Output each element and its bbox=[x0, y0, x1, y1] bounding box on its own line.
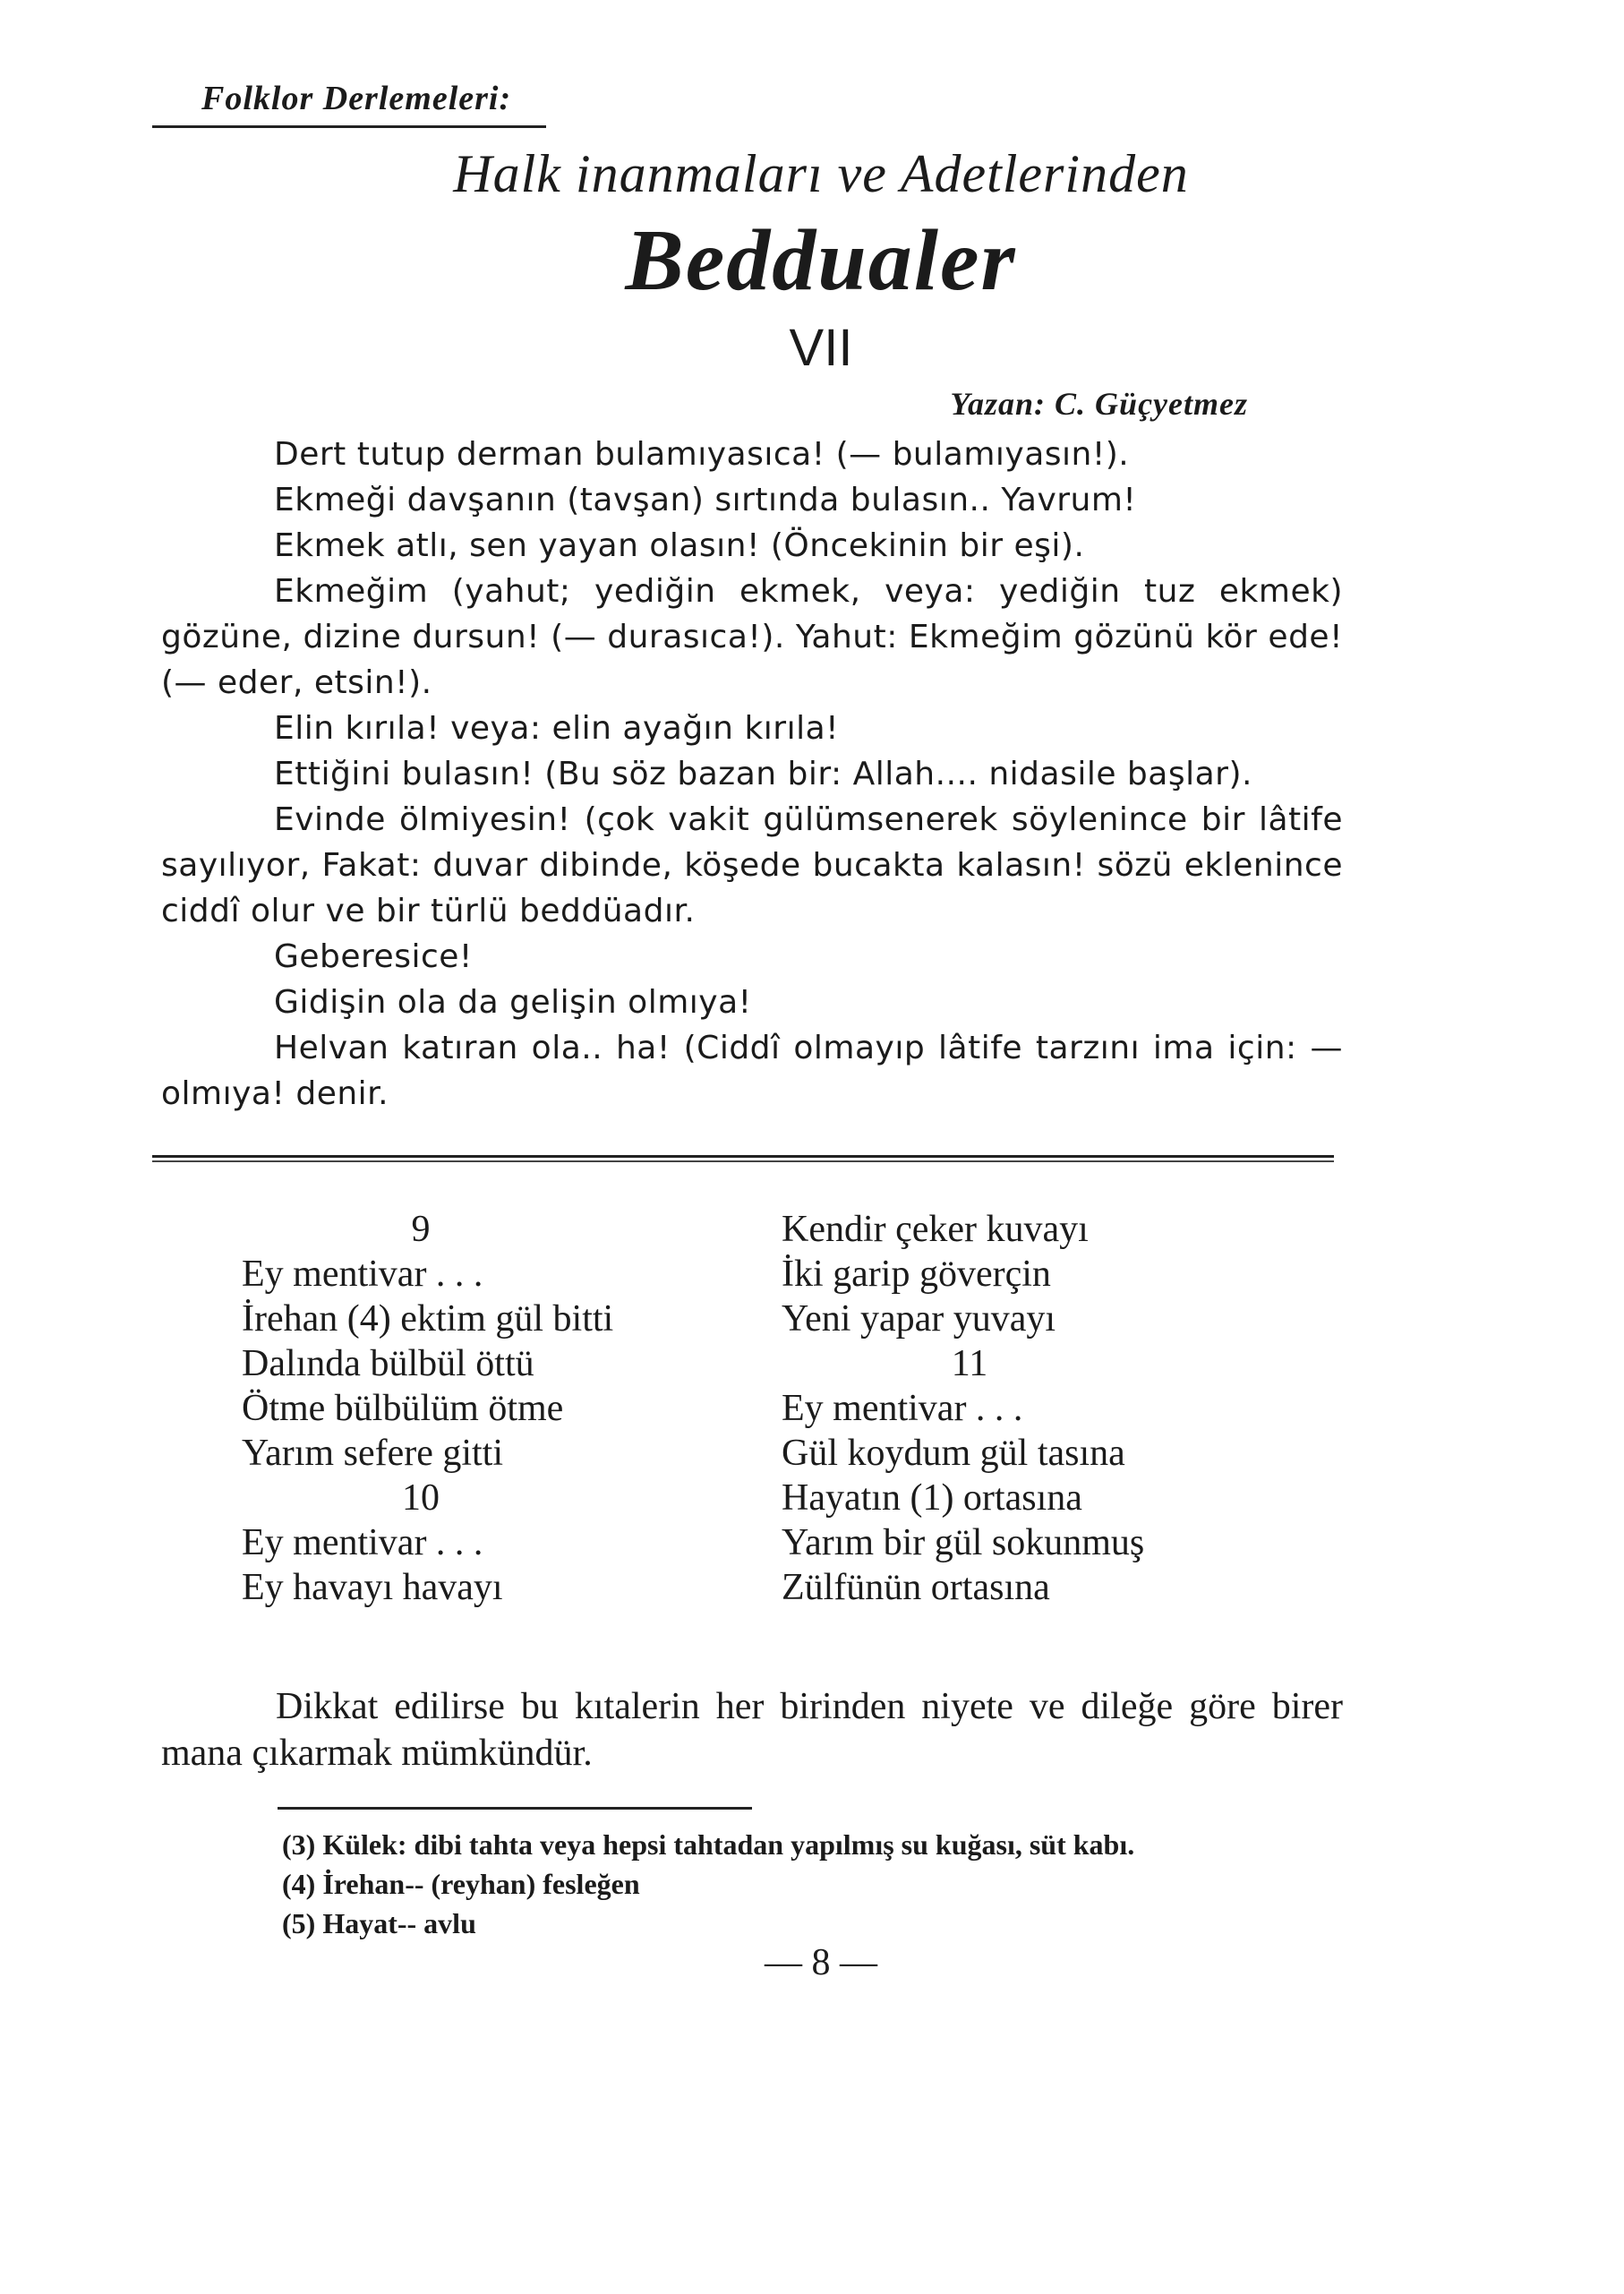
poem-line: Ey mentivar . . . bbox=[242, 1254, 483, 1295]
poem-line: İki garip göverçin bbox=[782, 1254, 1051, 1295]
part-number: VII bbox=[789, 319, 853, 377]
series-title: Folklor Derlemeleri: bbox=[201, 80, 512, 117]
poem-line: Ey mentivar . . . bbox=[782, 1388, 1023, 1429]
paragraph: Ettiğini bulasın! (Bu söz bazan bir: Allah.... nidasile başlar). bbox=[274, 756, 1252, 792]
paragraph: Elin kırıla! veya: elin ayağın kırıla! bbox=[274, 710, 840, 747]
paragraph: Ekmeğim (yahut; yediğin ekmek, veya: yediğin tuz ekmek) gözüne, dizine dursun! (— durasıca!). Yahut: Ekmeğim gözünü kör ede! (— eder, etsin!). bbox=[161, 573, 1343, 701]
poem-line: Ey havayı havayı bbox=[242, 1567, 503, 1608]
poem-column-right bbox=[782, 1207, 1283, 1610]
poem-number: 9 bbox=[411, 1209, 431, 1250]
poem-line: Ötme bülbülüm ötme bbox=[242, 1388, 564, 1429]
poem-line: Hayatın (1) ortasına bbox=[782, 1477, 1082, 1519]
poem-line: İrehan (4) ektim gül bitti bbox=[242, 1298, 614, 1340]
poem-number: 10 bbox=[402, 1477, 440, 1519]
footnote-rule bbox=[278, 1807, 752, 1810]
poem-line: Gül koydum gül tasına bbox=[782, 1433, 1125, 1474]
paragraph: Evinde ölmiyesin! (çok vakit gülümsenerek söylenince bir lâtife sayılıyor, Fakat: duvar dibinde, köşede bucakta kalasın! sözü eklenince ciddî olur ve bir türlü beddüadır. bbox=[161, 801, 1343, 929]
poem-line: Yarım sefere gitti bbox=[242, 1433, 504, 1474]
footnote: (3) Külek: dibi tahta veya hepsi tahtadan yapılmış su kuğası, süt kabı. bbox=[282, 1828, 1135, 1861]
poem-number: 11 bbox=[951, 1343, 988, 1384]
byline: Yazan: C. Güçyetmez bbox=[950, 386, 1248, 422]
closing-paragraph bbox=[161, 1683, 1343, 1776]
closing-text: Dikkat edilirse bu kıtalerin her birinden niyete ve dileğe göre birer mana çıkarmak mümkündür. bbox=[161, 1686, 1343, 1774]
paragraph: Gidişin ola da gelişin olmıya! bbox=[274, 984, 752, 1021]
prose-body bbox=[161, 432, 1343, 1117]
paragraph: Dert tutup derman bulamıyasıca! (— bulamıyasın!). bbox=[274, 436, 1130, 473]
paragraph: Helvan katıran ola.. ha! (Ciddî olmayıp lâtife tarzını ima için: — olmıya! denir. bbox=[161, 1030, 1343, 1112]
series-underline bbox=[152, 125, 546, 128]
poem-line: Yeni yapar yuvayı bbox=[782, 1298, 1056, 1340]
footnotes bbox=[282, 1825, 1383, 1943]
poem-column-left bbox=[242, 1207, 707, 1610]
poem-line: Yarım bir gül sokunmuş bbox=[782, 1522, 1145, 1563]
page-number: — 8 — bbox=[765, 1942, 877, 1983]
poem-line: Ey mentivar . . . bbox=[242, 1522, 483, 1563]
poem-line: Kendir çeker kuvayı bbox=[782, 1209, 1089, 1250]
section-divider bbox=[152, 1155, 1334, 1162]
poem-line: Dalında bülbül öttü bbox=[242, 1343, 534, 1384]
footnote: (5) Hayat-- avlu bbox=[282, 1907, 476, 1939]
footnote: (4) İrehan-- (reyhan) fesleğen bbox=[282, 1868, 640, 1900]
article-title: Beddualer bbox=[625, 212, 1017, 309]
poem-line: Zülfünün ortasına bbox=[782, 1567, 1050, 1608]
paragraph: Ekmeği davşanın (tavşan) sırtında bulasın.. Yavrum! bbox=[274, 482, 1137, 518]
article-kicker: Halk inanmaları ve Adetlerinden bbox=[453, 144, 1189, 203]
paragraph: Ekmek atlı, sen yayan olasın! (Öncekinin bir eşi). bbox=[274, 527, 1085, 564]
paragraph: Geberesice! bbox=[274, 938, 473, 975]
